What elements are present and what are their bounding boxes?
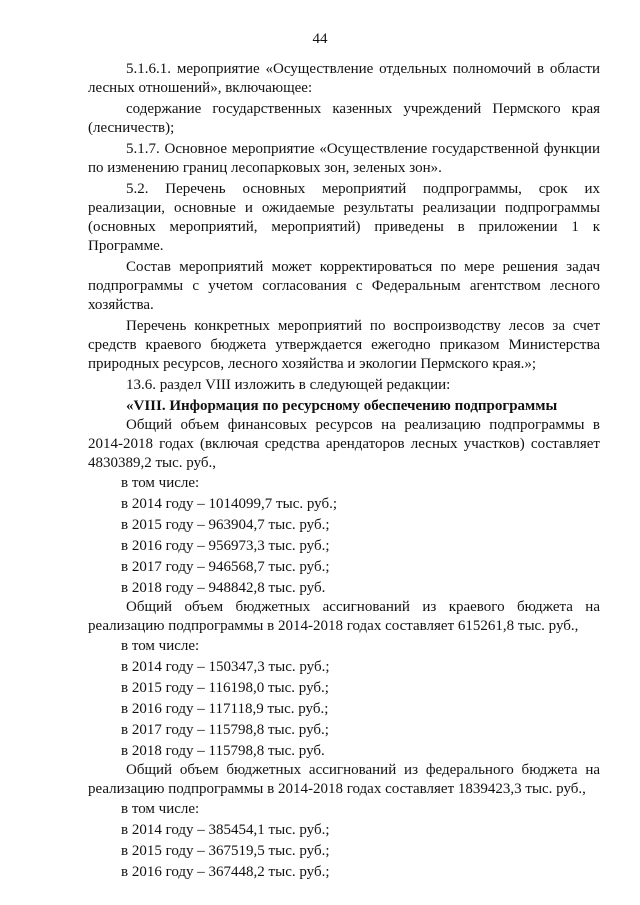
section-heading: «VIII. Информация по ресурсному обеспечению подпрограммы (126, 398, 558, 414)
total-year-line: в 2017 году – 946568,7 тыс. руб.; (121, 559, 330, 575)
paragraph-5-1-6-1: 5.1.6.1. мероприятие «Осуществление отдельных полномочий в области лесных отношений», включающее: (88, 61, 600, 96)
total-year-line: в 2015 году – 963904,7 тыс. руб.; (121, 517, 330, 533)
total-including-label: в том числе: (121, 475, 200, 491)
total-year-line: в 2014 году – 1014099,7 тыс. руб.; (121, 496, 338, 512)
regional-budget-paragraph: Общий объем бюджетных ассигнований из краевого бюджета на реализацию подпрограммы в 2014-2018 годах составляет 615261,8 тыс. руб., (88, 599, 600, 634)
regional-including-label: в том числе: (121, 638, 200, 654)
page-number: 44 (312, 31, 328, 47)
regional-year-line: в 2017 году – 115798,8 тыс. руб.; (121, 722, 329, 738)
total-year-line: в 2016 году – 956973,3 тыс. руб.; (121, 538, 330, 554)
paragraph-5-2: 5.2. Перечень основных мероприятий подпрограммы, срок их реализации, основные и ожидаемые результаты реализации подпрограммы (основных мероприятий, мероприятий) приведены в приложении 1 к Программе. (88, 181, 600, 254)
paragraph-perechen-meropriyatiy: Перечень конкретных мероприятий по воспроизводству лесов за счет средств краевого бюджета утверждается ежегодно приказом Министерства природных ресурсов, лесного хозяйства и экологии Пермского края.»; (88, 318, 600, 372)
regional-year-line: в 2016 году – 117118,9 тыс. руб.; (121, 701, 329, 717)
federal-including-label: в том числе: (121, 801, 200, 817)
paragraph-5-1-7: 5.1.7. Основное мероприятие «Осуществление государственной функции по изменению границ лесопарковых зон, зеленых зон». (88, 141, 600, 176)
document-body (88, 60, 600, 882)
total-funding-paragraph: Общий объем финансовых ресурсов на реализацию подпрограммы в 2014-2018 годах (включая средства арендаторов лесных участков) составляет 4830389,2 тыс. руб., (88, 417, 600, 471)
total-year-line: в 2018 году – 948842,8 тыс. руб. (121, 580, 326, 596)
paragraph-13-6: 13.6. раздел VIII изложить в следующей редакции: (126, 377, 451, 393)
federal-year-line: в 2015 году – 367519,5 тыс. руб.; (121, 843, 330, 859)
paragraph-kazennye-uchrezhdeniya: содержание государственных казенных учреждений Пермского края (лесничеств); (88, 101, 600, 136)
federal-year-line: в 2014 году – 385454,1 тыс. руб.; (121, 822, 330, 838)
paragraph-sostav-meropriyatiy: Состав мероприятий может корректироваться по мере решения задач подпрограммы с учетом согласования с Федеральным агентством лесного хозяйства. (88, 259, 600, 313)
federal-year-line: в 2016 году – 367448,2 тыс. руб.; (121, 864, 330, 880)
regional-year-line: в 2015 году – 116198,0 тыс. руб.; (121, 680, 329, 696)
regional-year-line: в 2018 году – 115798,8 тыс. руб. (121, 743, 325, 759)
federal-budget-paragraph: Общий объем бюджетных ассигнований из федерального бюджета на реализацию подпрограммы в 2014-2018 годах составляет 1839423,3 тыс. руб., (88, 762, 600, 797)
regional-year-line: в 2014 году – 150347,3 тыс. руб.; (121, 659, 330, 675)
